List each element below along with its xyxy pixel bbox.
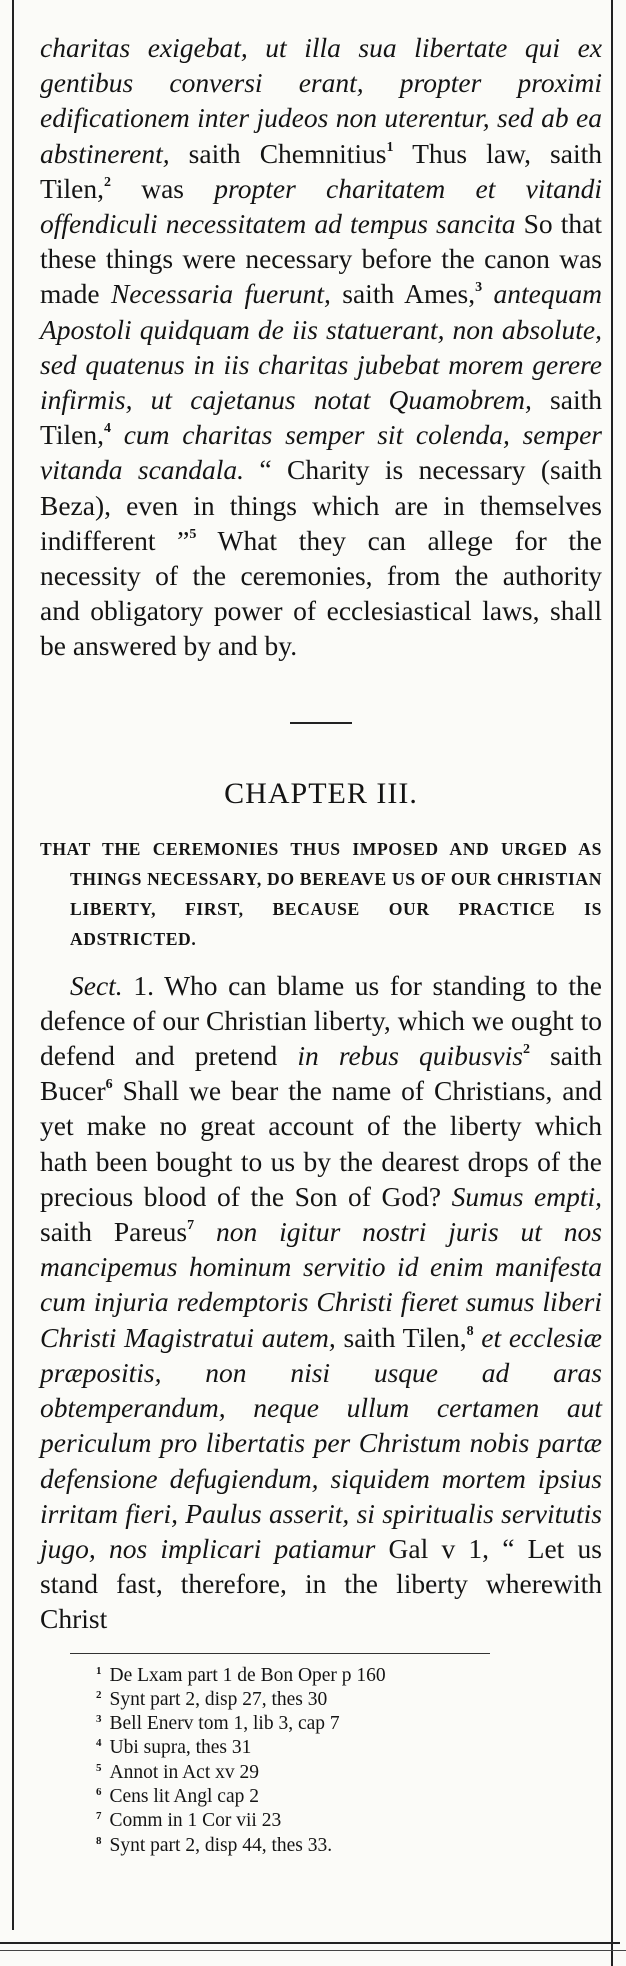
latin-quote: non igitur nostri juris ut nos mancipemus hominum servitio id enim manifesta cum injuria redemptoris Christi fieret sumus liberi Christi Magistratui autem, [40, 1216, 602, 1353]
footnote-text: Annot in Act xv 29 [109, 1761, 259, 1783]
left-border-rule [12, 0, 14, 1930]
section-paragraph [40, 968, 602, 1637]
text-run: saith Tilen, [40, 384, 602, 451]
text-run: saith Chemnitius [169, 137, 387, 169]
footnote-number: 8 [96, 1834, 102, 1847]
footnote [96, 1736, 602, 1760]
footnote [96, 1688, 602, 1712]
text-run: saith Pareus [40, 1216, 188, 1248]
page-column [40, 30, 602, 1858]
bottom-border-rule-outer [0, 1950, 626, 1951]
text-run: was [110, 172, 215, 204]
section-label: Sect. [70, 969, 123, 1001]
footnote-number: 3 [96, 1713, 102, 1726]
footnote-text: Synt part 2, disp 27, thes 30 [109, 1688, 328, 1710]
footnote-ref: 3 [475, 280, 483, 296]
latin-quote: charitas exigebat, ut illa sua libertate qui ex gentibus conversi erant, propter proximi edificationem inter judeos non uterentur, sed ab ea abstinerent, [40, 32, 602, 169]
footnote-ref: 2 [522, 1042, 530, 1058]
footnote-ref: 4 [103, 421, 111, 437]
text-run [111, 419, 124, 450]
text-run [482, 278, 493, 309]
footnote-text: Comm in 1 Cor vii 23 [109, 1810, 282, 1832]
footnote-text: Bell Enerv tom 1, lib 3, cap 7 [109, 1713, 340, 1735]
latin-quote: in rebus quibusvis [297, 1040, 523, 1072]
footnote-text: Ubi supra, thes 31 [109, 1737, 252, 1759]
footnote-number: 5 [96, 1761, 102, 1774]
footnote-ref: 7 [187, 1218, 195, 1234]
footnote-text: Cens lit Angl cap 2 [109, 1786, 259, 1807]
text-run: saith Ames, [330, 278, 476, 310]
footnote-number: 4 [96, 1737, 102, 1750]
right-border-rule [611, 0, 613, 1966]
footnote-text: Synt part 2, disp 44, thes 33. [109, 1834, 333, 1856]
text-run: Shall we bear the name of Christians, and yet make no great account of the liberty which hath been bought to us by the dearest drops of the precious blood of the Son of God? [40, 1075, 602, 1212]
footnote-number: 1 [96, 1664, 102, 1677]
footnote [96, 1785, 602, 1809]
footnote-ref: 2 [103, 174, 111, 190]
latin-quote: cum charitas semper sit colenda, semper vitanda scandala. [40, 419, 603, 486]
latin-quote: Sumus empti, [441, 1180, 602, 1212]
footnote-number: 7 [96, 1810, 102, 1823]
footnote [96, 1834, 602, 1858]
latin-quote: antequam Apostoli quidquam de iis statuerant, non absolute, sed quatenus in iis charitas jubebat morem gerere infirmis, ut cajetanus notat Quamobrem, [40, 278, 602, 416]
chapter-heading: THAT THE CEREMONIES THUS IMPOSED AND URGED AS THINGS NECESSARY, DO BEREAVE US OF OUR CHRISTIAN LIBERTY, FIRST, BECAUSE OUR PRACTICE IS ADSTRICTED. [40, 838, 602, 949]
text-run: What they can allege for the necessity of the ceremonies, from the authority and obligatory power of ecclesiastical laws, shall be answered by and by. [40, 524, 603, 662]
footnote-ref: 8 [466, 1323, 474, 1339]
footnote-ref: 6 [105, 1077, 113, 1093]
text-run: “ Charity is necessary (saith Beza), even in things which are in themselves indifferent ” [40, 454, 602, 556]
text-run: saith Tilen, [335, 1321, 467, 1353]
text-run: Gal v 1, “ Let us stand fast, therefore, in the liberty wherewith Christ [40, 1532, 602, 1635]
footnote [96, 1761, 602, 1785]
text-run: Thus law, saith Tilen, [40, 137, 602, 204]
footnote-number: 6 [96, 1786, 102, 1798]
footnote-ref: 1 [386, 139, 394, 155]
text-run: So that these things were necessary before the canon was made [40, 208, 602, 310]
footnote-number: 2 [96, 1688, 102, 1701]
footnote-ref: 5 [189, 526, 197, 542]
footnotes [40, 1664, 602, 1858]
chapter-title: CHAPTER III. [224, 776, 418, 810]
footnote [96, 1809, 602, 1833]
paragraph-continued [40, 30, 602, 664]
footnote-separator [70, 1653, 490, 1654]
bottom-border-rule [0, 1942, 620, 1944]
latin-quote: Necessaria fuerunt, [110, 278, 331, 310]
section-divider [290, 722, 352, 724]
footnote [96, 1664, 602, 1688]
footnote [96, 1712, 602, 1736]
footnote-text: De Lxam part 1 de Bon Oper p 160 [109, 1664, 386, 1686]
latin-quote: et ecclesiæ præpositis, non nisi usque ad aras obtemperandum, neque ullum certamen aut periculum pro libertatis per Christum nobis partæ defensione defugiendum, siquidem mortem ipsius irritam fieri, Paulus asserit, si spiritualis servitutis jugo, nos implicari patiamur [40, 1321, 602, 1564]
text-run: 1. Who can blame us for standing to the defence of our Christian liberty, which we ought to defend and pretend [40, 969, 602, 1072]
latin-quote: propter charitatem et vitandi offendiculi necessitatem ad tempus sancita [40, 172, 602, 240]
text-run: saith Bucer [40, 1040, 602, 1107]
